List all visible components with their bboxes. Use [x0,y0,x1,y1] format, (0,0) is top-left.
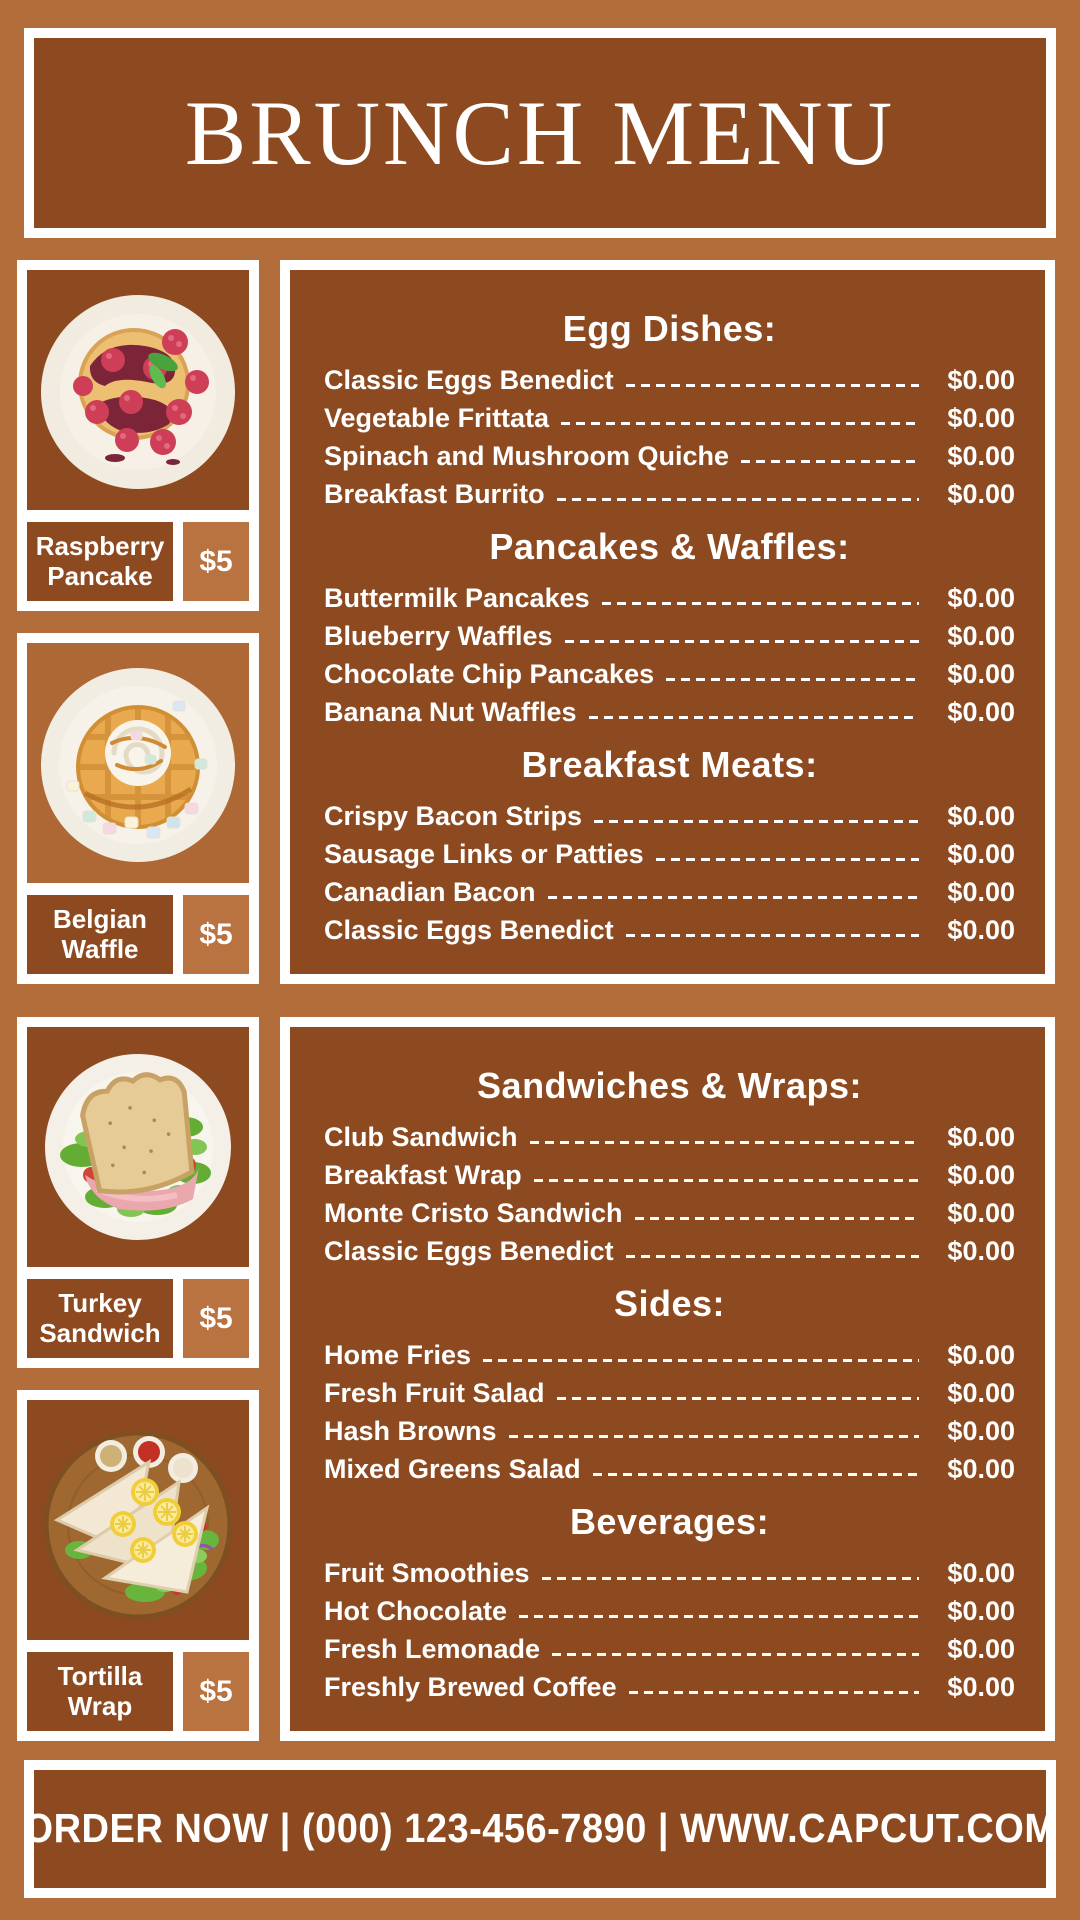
turkey-sandwich-image [27,1027,249,1267]
menu-item-name: Breakfast Wrap [324,1159,522,1190]
menu-item-price: $0.00 [947,582,1015,613]
menu-item-name: Fruit Smoothies [324,1557,530,1588]
menu-item [324,1450,1015,1488]
menu-item-name: Chocolate Chip Pancakes [324,658,655,689]
menu-item [324,475,1015,513]
food-price-badge: $5 [183,1279,249,1358]
food-name-label: Belgian Waffle [27,895,173,974]
tortilla-wrap-image [27,1400,249,1640]
menu-item [324,1336,1015,1374]
footer-text: ORDER NOW | (000) 123-456-7890 | WWW.CAPCUT.COM [23,1805,1057,1852]
dotted-leader [552,1653,919,1656]
menu-item-price: $0.00 [947,658,1015,689]
menu-item-name: Hash Browns [324,1415,497,1446]
menu-item-name: Classic Eggs Benedict [324,914,614,945]
menu-item [324,1592,1015,1630]
section-title: Sandwiches & Wraps: [477,1065,862,1106]
dotted-leader [656,858,919,861]
food-price-badge: $5 [183,1652,249,1731]
menu-item-name: Mixed Greens Salad [324,1453,581,1484]
dotted-leader [509,1435,919,1438]
menu-item-price: $0.00 [947,876,1015,907]
dotted-leader [561,422,919,425]
card-caption-row [27,1652,249,1731]
menu-item-price: $0.00 [947,1121,1015,1152]
dotted-leader [635,1217,919,1220]
dotted-leader [626,384,919,387]
menu-item [324,617,1015,655]
dotted-leader [557,1397,919,1400]
menu-item-name: Fresh Lemonade [324,1633,541,1664]
menu-item-price: $0.00 [947,1453,1015,1484]
dotted-leader [741,460,919,463]
menu-item-price: $0.00 [947,1377,1015,1408]
dotted-leader [602,602,919,605]
dotted-leader [534,1179,919,1182]
menu-item [324,1412,1015,1450]
menu-item-price: $0.00 [947,1595,1015,1626]
menu-item-price: $0.00 [947,478,1015,509]
food-name-label: Turkey Sandwich [27,1279,173,1358]
dotted-leader [666,678,919,681]
menu-item [324,1118,1015,1156]
menu-item-name: Blueberry Waffles [324,620,553,651]
menu-item-price: $0.00 [947,696,1015,727]
menu-item [324,1194,1015,1232]
menu-item [324,1630,1015,1668]
page-title: BRUNCH MENU [184,82,896,184]
dotted-leader [557,498,919,501]
menu-item-name: Monte Cristo Sandwich [324,1197,623,1228]
menu-item [324,437,1015,475]
dotted-leader [626,934,919,937]
menu-item-name: Crispy Bacon Strips [324,800,583,831]
menu-item-name: Fresh Fruit Salad [324,1377,545,1408]
header [24,28,1056,238]
raspberry-pancake-image [27,270,249,510]
menu-item-name: Freshly Brewed Coffee [324,1671,617,1702]
menu-box-lunch [280,1017,1055,1741]
food-price-badge: $5 [183,522,249,601]
dotted-leader [593,1473,919,1476]
menu-item-name: Classic Eggs Benedict [324,364,614,395]
menu-item [324,399,1015,437]
menu-item-price: $0.00 [947,364,1015,395]
menu-item [324,1156,1015,1194]
section-title: Egg Dishes: [562,308,777,349]
menu-item-price: $0.00 [947,440,1015,471]
dotted-leader [594,820,919,823]
menu-item-name: Club Sandwich [324,1121,518,1152]
card-caption-row [27,522,249,601]
menu-item [324,1374,1015,1412]
menu-item-name: Vegetable Frittata [324,402,550,433]
menu-item-name: Canadian Bacon [324,876,536,907]
food-card-raspberry-pancake [17,260,259,611]
section-title: Beverages: [569,1501,770,1542]
menu-item-price: $0.00 [947,914,1015,945]
menu-item [324,1232,1015,1270]
dotted-leader [519,1615,919,1618]
menu-item-name: Spinach and Mushroom Quiche [324,440,730,471]
menu-item-price: $0.00 [947,1671,1015,1702]
food-name-label: Tortilla Wrap [27,1652,173,1731]
food-card-turkey-sandwich [17,1017,259,1368]
menu-item-name: Classic Eggs Benedict [324,1235,614,1266]
dotted-leader [548,896,919,899]
dotted-leader [589,716,919,719]
dotted-leader [565,640,919,643]
menu-item [324,835,1015,873]
dotted-leader [530,1141,919,1144]
menu-item [324,655,1015,693]
menu-item [324,873,1015,911]
menu-item [324,1554,1015,1592]
menu-item-price: $0.00 [947,800,1015,831]
dotted-leader [626,1255,919,1258]
menu-item-name: Sausage Links or Patties [324,838,644,869]
menu-item-price: $0.00 [947,1197,1015,1228]
menu-item-name: Breakfast Burrito [324,478,545,509]
menu-item-price: $0.00 [947,1235,1015,1266]
menu-item-price: $0.00 [947,402,1015,433]
card-caption-row [27,895,249,974]
food-price-badge: $5 [183,895,249,974]
section-title: Sides: [613,1283,726,1324]
menu-item-name: Hot Chocolate [324,1595,508,1626]
menu-item-name: Buttermilk Pancakes [324,582,590,613]
footer [24,1760,1056,1898]
belgian-waffle-image [27,643,249,883]
menu-item [324,797,1015,835]
card-caption-row [27,1279,249,1358]
menu-item [324,911,1015,949]
menu-item [324,693,1015,731]
menu-item [324,1668,1015,1706]
menu-item [324,361,1015,399]
menu-item-price: $0.00 [947,1159,1015,1190]
section-title: Pancakes & Waffles: [489,526,850,567]
food-card-tortilla-wrap [17,1390,259,1741]
menu-item-price: $0.00 [947,1633,1015,1664]
dotted-leader [542,1577,919,1580]
menu-item-price: $0.00 [947,620,1015,651]
menu-item-price: $0.00 [947,1339,1015,1370]
menu-item-price: $0.00 [947,838,1015,869]
menu-item-price: $0.00 [947,1557,1015,1588]
menu-item-name: Home Fries [324,1339,472,1370]
dotted-leader [629,1691,919,1694]
menu-item [324,579,1015,617]
section-title: Breakfast Meats: [521,744,818,785]
menu-box-breakfast [280,260,1055,984]
dotted-leader [483,1359,919,1362]
food-name-label: Raspberry Pancake [27,522,173,601]
menu-item-price: $0.00 [947,1415,1015,1446]
menu-item-name: Banana Nut Waffles [324,696,577,727]
food-card-belgian-waffle [17,633,259,984]
